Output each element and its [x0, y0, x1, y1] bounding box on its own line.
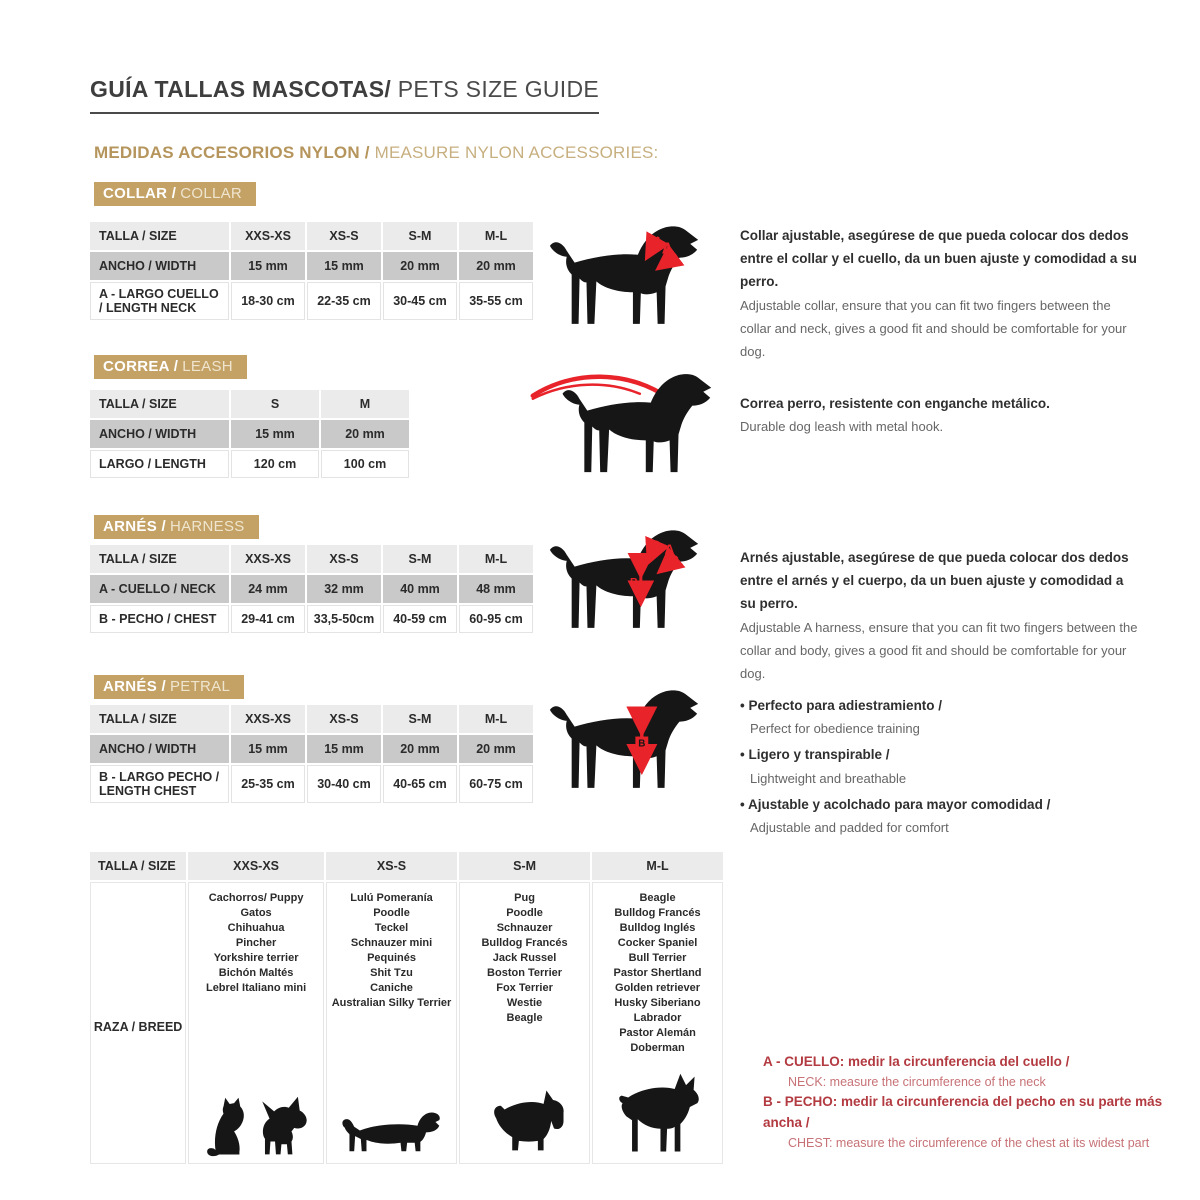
- harness-desc-en: Adjustable A harness, ensure that you can fit two fingers between the collar and body, gives a good fit and should be comfortable for your dog.: [740, 619, 1138, 681]
- breed-item: Chihuahua: [227, 922, 285, 934]
- table-row: [90, 705, 533, 733]
- cell: B - LARGO PECHO / LENGTH CHEST: [90, 765, 229, 803]
- breed-item: Bichón Maltés: [218, 967, 294, 979]
- breed-cell-m-l: [592, 882, 723, 1164]
- harness-measure-label-a: A: [664, 540, 675, 557]
- page-title-es: GUÍA TALLAS MASCOTAS/: [90, 76, 392, 102]
- cell: 48 mm: [459, 575, 533, 603]
- list-item: [740, 743, 1142, 789]
- list-item: [740, 793, 1142, 839]
- table-row: [90, 852, 723, 880]
- breed-list-s-m: [460, 891, 589, 1026]
- leash-desc-es: Correa perro, resistente con enganche metálico.: [740, 396, 1050, 411]
- cell: 15 mm: [307, 252, 381, 280]
- cell: 15 mm: [231, 735, 305, 763]
- dachshund-silhouette: [340, 1104, 444, 1156]
- petral-feature-list: [740, 694, 1142, 842]
- cell: M-L: [592, 852, 723, 880]
- breed-item: Poodle: [506, 907, 543, 919]
- cell: 18-30 cm: [231, 282, 305, 320]
- breed-item: Teckel: [374, 922, 409, 934]
- breed-row-label-cell: [90, 882, 186, 1164]
- bullet-es: • Ligero y transpirable /: [740, 747, 890, 762]
- table-row: [90, 390, 409, 418]
- doberman-silhouette: [614, 1070, 706, 1160]
- collar-desc-en: Adjustable collar, ensure that you can fit two fingers between the collar and neck, gives a good fit and should be comfortable for your dog.: [740, 297, 1127, 359]
- cell: A - CUELLO / NECK: [90, 575, 229, 603]
- cell: 40-59 cm: [383, 605, 457, 633]
- cell: 100 cm: [321, 450, 409, 478]
- breed-cell-xxs-xs: [188, 882, 324, 1164]
- cell: XXS-XS: [188, 852, 324, 880]
- cell: 24 mm: [231, 575, 305, 603]
- petral-section-tag: [94, 675, 244, 699]
- footnote-b-es: B - PECHO: medir la circunferencia del pecho en su parte más ancha /: [763, 1094, 1163, 1131]
- cell: 35-55 cm: [459, 282, 533, 320]
- cell: S-M: [383, 545, 457, 573]
- cell: 20 mm: [459, 735, 533, 763]
- breed-item: Labrador: [633, 1012, 682, 1024]
- table-row: [90, 252, 533, 280]
- collar-size-table: [88, 220, 535, 322]
- harness-size-table: [88, 543, 535, 635]
- petral-tag-en: PETRAL: [169, 678, 231, 695]
- bullet-en: Perfect for obedience training: [750, 721, 920, 737]
- cell: S: [231, 390, 319, 418]
- cat-silhouette: [204, 1096, 250, 1158]
- collar-measure-label-a: A: [661, 240, 674, 258]
- breed-item: Pequinés: [367, 952, 416, 964]
- bullet-en: Adjustable and padded for comfort: [750, 819, 949, 835]
- page-subtitle-en: MEASURE NYLON ACCESSORIES:: [369, 143, 659, 162]
- leash-size-table: [88, 388, 411, 480]
- cell: 15 mm: [307, 735, 381, 763]
- collar-section-tag: [94, 182, 256, 206]
- breed-item: Doberman: [630, 1042, 685, 1054]
- leash-desc-en: Durable dog leash with metal hook.: [740, 419, 944, 435]
- cell: 20 mm: [383, 252, 457, 280]
- cell: XS-S: [326, 852, 457, 880]
- breed-item: Pincher: [235, 937, 277, 949]
- collar-desc-es: Collar ajustable, asegúrese de que pueda colocar dos dedos entre el collar y el cuello, da un buen ajuste y comodidad a su perro.: [740, 228, 1137, 290]
- cell: 20 mm: [321, 420, 409, 448]
- cell: ANCHO / WIDTH: [90, 735, 229, 763]
- leash-description: [740, 392, 1142, 438]
- leash-dog-silhouette: [528, 366, 716, 480]
- breed-row-label: RAZA / BREED: [93, 1019, 183, 1034]
- breed-item: Golden retriever: [615, 982, 701, 994]
- cell: S-M: [383, 705, 457, 733]
- bullet-es: • Ajustable y acolchado para mayor comodidad /: [740, 797, 1050, 812]
- cell: TALLA / SIZE: [90, 705, 229, 733]
- table-row: [90, 605, 533, 633]
- harness-desc-es: Arnés ajustable, asegúrese de que pueda colocar dos dedos entre el arnés y el cuerpo, da un buen ajuste y comodidad a su perro.: [740, 550, 1129, 612]
- harness-description: [740, 546, 1142, 685]
- cell: 22-35 cm: [307, 282, 381, 320]
- petral-size-table: [88, 703, 535, 805]
- cell: 40 mm: [383, 575, 457, 603]
- collar-tag-es: COLLAR /: [103, 185, 177, 202]
- cell: 20 mm: [459, 252, 533, 280]
- cell: 30-45 cm: [383, 282, 457, 320]
- cell: 25-35 cm: [231, 765, 305, 803]
- petral-dog-silhouette: [543, 682, 711, 796]
- collar-tag-en: COLLAR: [180, 185, 243, 202]
- table-row: [90, 765, 533, 803]
- cell: ANCHO / WIDTH: [90, 420, 229, 448]
- leash-line: [533, 377, 670, 399]
- collar-dog-silhouette: [543, 218, 711, 332]
- breed-item: Yorkshire terrier: [213, 952, 299, 964]
- cell: M: [321, 390, 409, 418]
- breed-item: Australian Silky Terrier: [331, 997, 452, 1009]
- cell: XS-S: [307, 705, 381, 733]
- cell: TALLA / SIZE: [90, 545, 229, 573]
- cell: XXS-XS: [231, 545, 305, 573]
- breed-item: Beagle: [506, 1012, 543, 1024]
- leash-tag-en: LEASH: [182, 358, 233, 375]
- list-item: [740, 694, 1142, 740]
- breed-item: Beagle: [639, 892, 676, 904]
- cell: S-M: [383, 222, 457, 250]
- breed-list-m-l: [593, 891, 722, 1056]
- cell: 120 cm: [231, 450, 319, 478]
- breed-list-xs-s: [327, 891, 456, 1011]
- cell: ANCHO / WIDTH: [90, 252, 229, 280]
- breed-item: Fox Terrier: [496, 982, 553, 994]
- table-row: [90, 420, 409, 448]
- breed-cell-xs-s: [326, 882, 457, 1164]
- breed-item: Cocker Spaniel: [617, 937, 698, 949]
- page-title-en: PETS SIZE GUIDE: [391, 76, 600, 102]
- page-subtitle-es: MEDIDAS ACCESORIOS NYLON /: [94, 143, 370, 162]
- cell: TALLA / SIZE: [90, 222, 229, 250]
- cell: 60-75 cm: [459, 765, 533, 803]
- table-row: [90, 882, 723, 1164]
- breed-item: Bulldog Inglés: [619, 922, 696, 934]
- cell: XS-S: [307, 545, 381, 573]
- breed-item: Bulldog Francés: [481, 937, 568, 949]
- cell: 20 mm: [383, 735, 457, 763]
- cell: 30-40 cm: [307, 765, 381, 803]
- breed-item: Cachorros/ Puppy: [208, 892, 304, 904]
- petral-measure-label-b: B: [638, 738, 646, 750]
- breed-item: Bull Terrier: [628, 952, 687, 964]
- table-row: [90, 282, 533, 320]
- chihuahua-silhouette: [258, 1094, 314, 1158]
- breed-item: Westie: [506, 997, 543, 1009]
- cell: 15 mm: [231, 420, 319, 448]
- table-row: [90, 735, 533, 763]
- cell: TALLA / SIZE: [90, 852, 186, 880]
- harness-dog-silhouette: [543, 522, 711, 636]
- table-row: [90, 545, 533, 573]
- page-title: [90, 76, 599, 114]
- cell: XS-S: [307, 222, 381, 250]
- measurement-footnotes: [763, 1052, 1195, 1154]
- breed-item: Pastor Alemán: [619, 1027, 696, 1039]
- breed-item: Lebrel Italiano mini: [205, 982, 307, 994]
- breed-list-xxs-xs: [189, 891, 323, 996]
- cell: LARGO / LENGTH: [90, 450, 229, 478]
- breed-item: Bulldog Francés: [614, 907, 701, 919]
- harness-tag-es: ARNÉS /: [103, 518, 166, 535]
- cell: A - LARGO CUELLO / LENGTH NECK: [90, 282, 229, 320]
- cell: M-L: [459, 222, 533, 250]
- cell: 33,5-50cm: [307, 605, 381, 633]
- bullet-es: • Perfecto para adiestramiento /: [740, 698, 942, 713]
- petral-tag-es: ARNÉS /: [103, 678, 166, 695]
- breed-item: Jack Russel: [492, 952, 557, 964]
- breed-item: Lulú Pomeranía: [350, 892, 433, 904]
- harness-measure-label-b: B: [629, 576, 638, 589]
- leash-tag-es: CORREA /: [103, 358, 179, 375]
- breed-item: Pug: [514, 892, 535, 904]
- breed-item: Caniche: [370, 982, 413, 994]
- table-row: [90, 222, 533, 250]
- cell: 15 mm: [231, 252, 305, 280]
- leash-section-tag: [94, 355, 247, 379]
- breed-item: Schnauzer: [496, 922, 553, 934]
- bullet-en: Lightweight and breathable: [750, 770, 907, 786]
- harness-section-tag: [94, 515, 259, 539]
- footnote-a-en: NECK: measure the circumference of the neck: [788, 1074, 1046, 1089]
- schnauzer-silhouette: [485, 1082, 567, 1158]
- breed-item: Schnauzer mini: [350, 937, 433, 949]
- table-row: [90, 575, 533, 603]
- cell: 40-65 cm: [383, 765, 457, 803]
- cell: XXS-XS: [231, 222, 305, 250]
- harness-tag-en: HARNESS: [169, 518, 245, 535]
- breed-cell-s-m: [459, 882, 590, 1164]
- cell: TALLA / SIZE: [90, 390, 229, 418]
- breed-item: Pastor Shertland: [613, 967, 702, 979]
- collar-description: [740, 224, 1142, 363]
- cell: XXS-XS: [231, 705, 305, 733]
- cell: M-L: [459, 545, 533, 573]
- footnote-a-es: A - CUELLO: medir la circunferencia del cuello /: [763, 1054, 1070, 1069]
- breed-item: Poodle: [373, 907, 410, 919]
- cell: M-L: [459, 705, 533, 733]
- cell: S-M: [459, 852, 590, 880]
- cell: 29-41 cm: [231, 605, 305, 633]
- footnote-b-en: CHEST: measure the circumference of the chest at its widest part: [788, 1136, 1150, 1151]
- cell: B - PECHO / CHEST: [90, 605, 229, 633]
- cell: 60-95 cm: [459, 605, 533, 633]
- page-subtitle: [94, 143, 658, 163]
- breed-item: Gatos: [240, 907, 272, 919]
- breed-item: Husky Siberiano: [614, 997, 701, 1009]
- table-row: [90, 450, 409, 478]
- breeds-table: [88, 850, 725, 1166]
- cell: 32 mm: [307, 575, 381, 603]
- breed-item: Shit Tzu: [370, 967, 413, 979]
- breed-item: Boston Terrier: [487, 967, 563, 979]
